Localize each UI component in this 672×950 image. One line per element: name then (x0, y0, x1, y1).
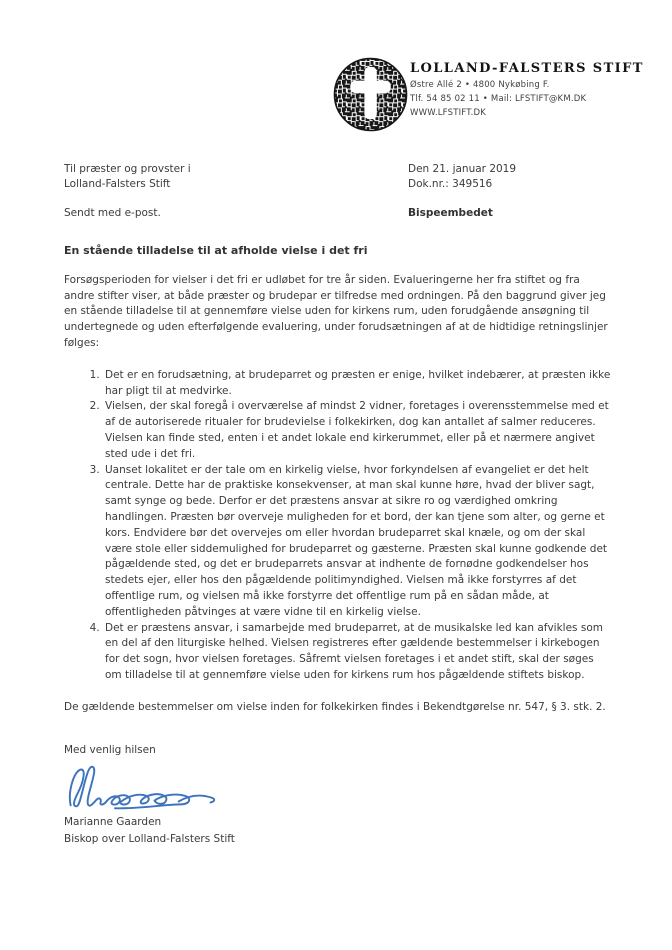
org-website: WWW.LFSTIFT.DK (410, 108, 487, 118)
org-name: LOLLAND-FALSTERS STIFT (410, 61, 644, 76)
org-contact: Tlf. 54 85 02 11 • Mail: LFSTIFT@KM.DK (410, 94, 587, 104)
letter-date: Den 21. januar 2019 (408, 163, 517, 175)
sent-via: Sendt med e-post. (64, 207, 161, 219)
subject-line: En stående tilladelse til at afholde vielse i det fri (64, 244, 368, 257)
valediction: Med venlig hilsen (64, 743, 156, 756)
condition-item-2: 2. Vielsen, der skal foregå i overværelse af mindst 2 vidner, foretages i overensstemmelse med et af de autoriserede ritualer for brudevielse i folkekirken, dog kan antallet af salmer reduceres. Vielsen kan finde sted, enten i et andet lokale end kirkerummet, eller på et nærmere angivet sted ude i det fri. (103, 399, 612, 462)
letter-body (64, 243, 612, 848)
condition-item-3: 3. Uanset lokalitet er der tale om en kirkelig vielse, hvor forkyndelsen af evangeliet er det helt centrale. Dette har de praktiske konsekvenser, at man skal kunne høre, hvad der bliver sagt, samt synge og bede. Derfor er det præstens ansvar at sikre ro og værdighed omkring handlingen. Præsten bør overveje muligheden for et bord, der kan tjene som alter, og gerne et kors. Endvidere bør det overvejes om eller hvordan brudeparret skal knæle, og om der skal være stole eller siddemulighed for brudeparret og gæsterne. Præsten skal kunne godkende det pågældende sted, og det er brudeparrets ansvar at indhente de fornødne godkendelser hos stedets ejer, eller hos den pågældende politimyndighed. Vielsen må ikke forstyrres af det offentlige rum, og vielsen må ikke forstyrre det offentlige rum på en sådan måde, at offentligheden påtvinges at være vidne til en kirkelig vielse. (103, 463, 612, 621)
office-name: Bispeembedet (408, 207, 493, 219)
closing-paragraph: De gældende bestemmelser om vielse inden for folkekirken findes i Bekendtgørelse nr. 547, § 3. stk. 2. (64, 700, 606, 713)
conditions-list (64, 368, 612, 684)
org-address: Østre Allé 2 • 4800 Nykøbing F. (410, 80, 550, 90)
signer-title: Biskop over Lolland-Falsters Stift (64, 833, 235, 846)
condition-item-1: 1. Det er en forudsætning, at brudeparret og præsten er enige, hvilket indebærer, at præsten ikke har pligt til at medvirke. (103, 368, 612, 400)
intro-paragraph: Forsøgsperioden for vielser i det fri er udløbet for tre år siden. Evalueringerne her fra stiftet og fra andre stifter viser, at både præster og brudepar er tilfredse med ordningen. På den baggrund giver jeg en stående tilladelse til at gennemføre vielse uden for kirkens rum, uden forudgående ansøgning til undertegnede og uden efterfølgende evaluering, under forudsætningen af at de hidtidige retningslinjer følges: (64, 273, 608, 349)
signature-image (62, 761, 222, 815)
recipient-line: Lolland-Falsters Stift (64, 178, 171, 190)
signer-name: Marianne Gaarden (64, 816, 162, 829)
doc-number: Dok.nr.: 349516 (408, 178, 493, 190)
letterhead (410, 61, 644, 118)
condition-item-4: 4. Det er præstens ansvar, i samarbejde med brudeparret, at de musikalske led kan afvikles som en del af den liturgiske helhed. Vielsen registreres efter gældende bestemmelser i kirkebogen for det sogn, hvor vielsen foretages. Såfremt vielsen foretages i et andet stift, skal der søges om tilladelse til at gennemføre vielse uden for kirkens rum hos pågældende stiftets biskop. (103, 621, 612, 684)
recipient-line: Til præster og provster i (64, 163, 191, 175)
stift-logo-cross-icon (333, 57, 408, 132)
date-block (408, 162, 516, 221)
recipient-block (64, 162, 191, 221)
